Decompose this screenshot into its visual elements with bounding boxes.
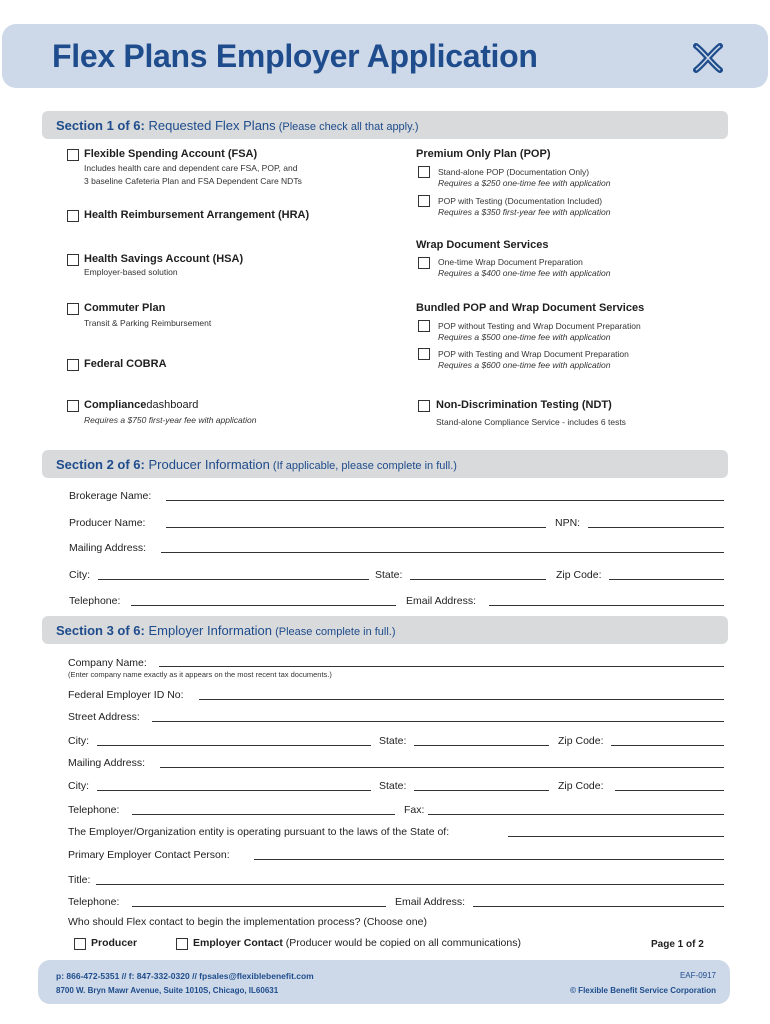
producer-state-label: State: (375, 569, 403, 581)
producer-option-label: Producer (91, 937, 138, 949)
producer-state-field[interactable] (410, 579, 546, 580)
employer-state-label: State: (379, 735, 407, 747)
commuter-description: Transit & Parking Reimbursement (84, 318, 212, 328)
pop-testing-fee-note: Requires a $350 first-year fee with application (438, 207, 611, 217)
compliance-checkbox[interactable] (67, 400, 79, 412)
ndt-description: Stand-alone Compliance Service - includes 6 tests (436, 417, 626, 427)
state-laws-label: The Employer/Organization entity is operating pursuant to the laws of the State of: (68, 826, 450, 838)
fein-label: Federal Employer ID No: (68, 689, 184, 701)
footer-contact: p: 866-472-5351 // f: 847-332-0320 // fpsales@flexiblebenefit.com (56, 971, 314, 981)
brokerage-name-field[interactable] (166, 500, 724, 501)
producer-city-field[interactable] (98, 579, 369, 580)
bundled-testing-checkbox[interactable] (418, 348, 430, 360)
pop-testing-checkbox[interactable] (418, 195, 430, 207)
producer-zip-field[interactable] (609, 579, 724, 580)
hsa-checkbox[interactable] (67, 254, 79, 266)
wrap-heading: Wrap Document Services (416, 239, 549, 251)
section-3-note: (Please complete in full.) (272, 626, 396, 638)
wrap-label: One-time Wrap Document Preparation (438, 257, 583, 267)
employer-contact-option-note: (Producer would be copied on all communications) (282, 937, 521, 949)
compliance-fee-note: Requires a $750 first-year fee with application (84, 415, 257, 425)
employer-mailing-city-field[interactable] (97, 790, 371, 791)
pop-testing-label: POP with Testing (Documentation Included) (438, 196, 603, 206)
pop-standalone-fee-note: Requires a $250 one-time fee with application (438, 178, 611, 188)
footer-address: 8700 W. Bryn Mawr Avenue, Suite 1010S, Chicago, IL60631 (56, 986, 279, 995)
company-name-note: (Enter company name exactly as it appears on the most recent tax documents.) (68, 670, 332, 679)
producer-mailing-address-label: Mailing Address: (69, 542, 147, 554)
employer-contact-option-checkbox[interactable] (176, 938, 188, 950)
employer-mailing-address-label: Mailing Address: (68, 757, 146, 769)
brokerage-name-label: Brokerage Name: (69, 490, 152, 502)
npn-field[interactable] (588, 527, 724, 528)
employer-mailing-state-field[interactable] (414, 790, 549, 791)
contact-email-field[interactable] (473, 906, 724, 907)
producer-option-checkbox[interactable] (74, 938, 86, 950)
producer-telephone-label: Telephone: (69, 595, 121, 607)
employer-mailing-city-label: City: (68, 780, 89, 792)
fsa-description-1: Includes health care and dependent care FSA, POP, and (84, 163, 298, 173)
producer-email-field[interactable] (489, 605, 724, 606)
employer-city-field[interactable] (97, 745, 371, 746)
section-3-header (42, 616, 728, 644)
commuter-label: Commuter Plan (84, 302, 166, 314)
bundled-heading: Bundled POP and Wrap Document Services (416, 302, 645, 314)
producer-mailing-address-field[interactable] (161, 552, 724, 553)
producer-name-field[interactable] (166, 527, 546, 528)
compliance-label-bold: Compliance (84, 399, 147, 411)
fsa-checkbox[interactable] (67, 149, 79, 161)
compliance-label (84, 399, 198, 411)
section-1-number: Section 1 of 6: (56, 118, 145, 133)
bundled-no-testing-checkbox[interactable] (418, 320, 430, 332)
contact-title-label: Title: (68, 874, 91, 886)
street-address-label: Street Address: (68, 711, 140, 723)
bundled-testing-fee-note: Requires a $600 one-time fee with application (438, 360, 611, 370)
contact-email-label: Email Address: (395, 896, 466, 908)
page-title: Flex Plans Employer Application (52, 38, 538, 74)
fsa-label: Flexible Spending Account (FSA) (84, 148, 258, 160)
footer-banner (38, 960, 730, 1004)
section-1-name: Requested Flex Plans (144, 118, 276, 133)
company-name-field[interactable] (159, 666, 724, 667)
wrap-checkbox[interactable] (418, 257, 430, 269)
bundled-no-testing-label: POP without Testing and Wrap Document Preparation (438, 321, 641, 331)
producer-city-label: City: (69, 569, 90, 581)
street-address-field[interactable] (152, 721, 724, 722)
state-laws-field[interactable] (508, 836, 724, 837)
hra-checkbox[interactable] (67, 210, 79, 222)
pop-heading: Premium Only Plan (POP) (416, 148, 551, 160)
section-3-name: Employer Information (144, 623, 273, 638)
employer-zip-label: Zip Code: (558, 735, 604, 747)
hsa-label: Health Savings Account (HSA) (84, 253, 244, 265)
contact-telephone-label: Telephone: (68, 896, 120, 908)
hra-label: Health Reimbursement Arrangement (HRA) (84, 209, 310, 221)
fein-field[interactable] (199, 699, 724, 700)
npn-label: NPN: (555, 517, 581, 529)
producer-telephone-field[interactable] (131, 605, 396, 606)
footer-copyright: © Flexible Benefit Service Corporation (570, 986, 716, 995)
pop-standalone-checkbox[interactable] (418, 166, 430, 178)
section-2-number: Section 2 of 6: (56, 457, 145, 472)
employer-mailing-zip-field[interactable] (615, 790, 724, 791)
section-1-header (42, 111, 728, 139)
employer-telephone-field[interactable] (132, 814, 395, 815)
employer-city-label: City: (68, 735, 89, 747)
primary-contact-field[interactable] (254, 859, 724, 860)
employer-telephone-label: Telephone: (68, 804, 120, 816)
header-banner (2, 24, 768, 88)
company-name-label: Company Name: (68, 657, 147, 669)
form-code: EAF-0917 (679, 971, 716, 980)
section-3-number: Section 3 of 6: (56, 623, 145, 638)
ndt-checkbox[interactable] (418, 400, 430, 412)
employer-state-field[interactable] (414, 745, 549, 746)
ndt-label: Non-Discrimination Testing (NDT) (436, 399, 612, 411)
flex-x-logo-icon (688, 38, 728, 78)
bundled-no-testing-fee-note: Requires a $500 one-time fee with application (438, 332, 611, 342)
commuter-checkbox[interactable] (67, 303, 79, 315)
employer-contact-option-label (193, 937, 521, 949)
page-number: Page 1 of 2 (651, 939, 704, 950)
employer-contact-option-bold: Employer Contact (193, 937, 283, 949)
fax-label: Fax: (404, 804, 425, 816)
bundled-testing-label: POP with Testing and Wrap Document Preparation (438, 349, 629, 359)
primary-contact-label: Primary Employer Contact Person: (68, 849, 230, 861)
contact-question: Who should Flex contact to begin the implementation process? (Choose one) (68, 916, 427, 928)
compliance-label-rest: dashboard (146, 399, 199, 411)
cobra-checkbox[interactable] (67, 359, 79, 371)
wrap-fee-note: Requires a $400 one-time fee with application (438, 268, 611, 278)
producer-email-label: Email Address: (406, 595, 477, 607)
fax-field[interactable] (428, 814, 724, 815)
section-1-note: (Please check all that apply.) (275, 121, 419, 133)
hsa-description: Employer-based solution (84, 267, 178, 277)
contact-title-field[interactable] (96, 884, 724, 885)
employer-mailing-state-label: State: (379, 780, 407, 792)
section-2-name: Producer Information (144, 457, 270, 472)
fsa-description-2: 3 baseline Cafeteria Plan and FSA Dependent Care NDTs (84, 176, 302, 186)
cobra-label: Federal COBRA (84, 358, 167, 370)
section-2-header (42, 450, 728, 478)
producer-zip-label: Zip Code: (556, 569, 602, 581)
employer-zip-field[interactable] (611, 745, 724, 746)
producer-name-label: Producer Name: (69, 517, 146, 529)
employer-mailing-address-field[interactable] (160, 767, 724, 768)
pop-standalone-label: Stand-alone POP (Documentation Only) (438, 167, 590, 177)
section-2-note: (If applicable, please complete in full.) (269, 460, 457, 472)
employer-mailing-zip-label: Zip Code: (558, 780, 604, 792)
contact-telephone-field[interactable] (132, 906, 386, 907)
